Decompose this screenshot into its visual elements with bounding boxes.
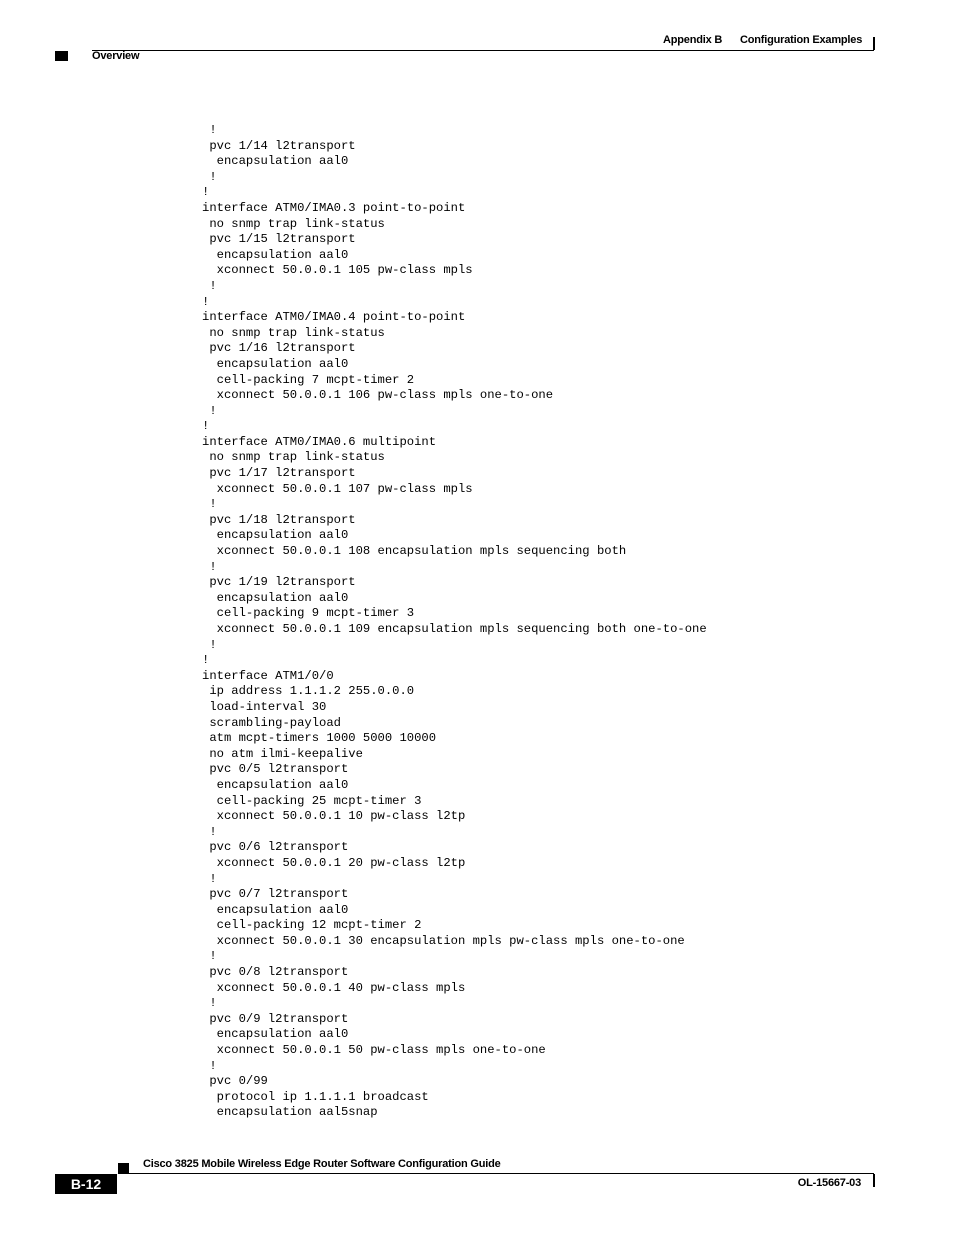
footer-vertical-rule <box>873 1174 875 1187</box>
footer-marker <box>118 1163 129 1173</box>
code-line: pvc 0/7 l2transport <box>202 887 349 902</box>
code-line: pvc 1/17 l2transport <box>202 466 356 481</box>
code-line: cell-packing 7 mcpt-timer 2 <box>202 372 415 387</box>
code-line: ip address 1.1.1.2 255.0.0.0 <box>202 684 415 699</box>
header-chapter-title: Configuration Examples <box>740 34 863 46</box>
code-line: ! <box>202 949 217 964</box>
code-line: ! <box>202 637 217 652</box>
code-line: xconnect 50.0.0.1 108 encapsulation mpls sequencing both <box>202 544 627 559</box>
header-appendix: Appendix B <box>663 34 723 46</box>
code-line: atm mcpt-timers 1000 5000 10000 <box>202 731 437 746</box>
code-line: pvc 1/19 l2transport <box>202 575 356 590</box>
code-line: ! <box>202 185 210 200</box>
code-line: cell-packing 25 mcpt-timer 3 <box>202 793 422 808</box>
code-line: pvc 0/9 l2transport <box>202 1011 349 1026</box>
code-line: pvc 0/99 <box>202 1074 268 1089</box>
code-line: pvc 1/14 l2transport <box>202 138 356 153</box>
code-line: cell-packing 12 mcpt-timer 2 <box>202 918 422 933</box>
code-line: pvc 0/5 l2transport <box>202 762 349 777</box>
code-line: ! <box>202 278 217 293</box>
page-number: B-12 <box>55 1174 117 1194</box>
code-line: no snmp trap link-status <box>202 325 385 340</box>
code-line: encapsulation aal5snap <box>202 1105 378 1120</box>
code-line: ! <box>202 1058 217 1073</box>
code-line: xconnect 50.0.0.1 107 pw-class mpls <box>202 481 473 496</box>
code-line: ! <box>202 497 217 512</box>
code-line: pvc 1/18 l2transport <box>202 512 356 527</box>
code-line: ! <box>202 871 217 886</box>
code-line: ! <box>202 559 217 574</box>
code-line: ! <box>202 824 217 839</box>
code-line: load-interval 30 <box>202 699 327 714</box>
code-line: interface ATM0/IMA0.3 point-to-point <box>202 200 466 215</box>
header-section-title: Overview <box>92 50 140 62</box>
code-line: no snmp trap link-status <box>202 216 385 231</box>
footer-rule <box>118 1173 874 1174</box>
code-line: ! <box>202 653 210 668</box>
code-line: encapsulation aal0 <box>202 356 349 371</box>
code-line: xconnect 50.0.0.1 106 pw-class mpls one-to-one <box>202 388 554 403</box>
code-line: xconnect 50.0.0.1 105 pw-class mpls <box>202 263 473 278</box>
code-line: encapsulation aal0 <box>202 247 349 262</box>
code-line: xconnect 50.0.0.1 10 pw-class l2tp <box>202 809 466 824</box>
code-line: xconnect 50.0.0.1 50 pw-class mpls one-to-one <box>202 1043 546 1058</box>
code-line: pvc 1/16 l2transport <box>202 341 356 356</box>
header-marker <box>55 51 68 61</box>
footer-guide-title: Cisco 3825 Mobile Wireless Edge Router Software Configuration Guide <box>143 1158 501 1170</box>
code-line: ! <box>202 169 217 184</box>
code-line: ! <box>202 419 210 434</box>
code-line: xconnect 50.0.0.1 20 pw-class l2tp <box>202 855 466 870</box>
code-line: encapsulation aal0 <box>202 902 349 917</box>
code-line: interface ATM1/0/0 <box>202 668 334 683</box>
code-line: pvc 0/8 l2transport <box>202 965 349 980</box>
code-line: ! <box>202 403 217 418</box>
code-line: xconnect 50.0.0.1 109 encapsulation mpls sequencing both one-to-one <box>202 622 707 636</box>
code-line: encapsulation aal0 <box>202 528 349 543</box>
code-line: ! <box>202 294 210 309</box>
code-line: xconnect 50.0.0.1 30 encapsulation mpls pw-class mpls one-to-one <box>202 933 685 948</box>
code-line: pvc 1/15 l2transport <box>202 232 356 247</box>
code-line: encapsulation aal0 <box>202 777 349 792</box>
code-line: scrambling-payload <box>202 715 341 730</box>
config-code-block <box>202 123 707 1121</box>
code-line: interface ATM0/IMA0.6 multipoint <box>202 434 437 449</box>
code-line: protocol ip 1.1.1.1 broadcast <box>202 1089 429 1104</box>
code-line: interface ATM0/IMA0.4 point-to-point <box>202 310 466 325</box>
footer-doc-number: OL-15667-03 <box>797 1177 861 1189</box>
code-line: encapsulation aal0 <box>202 1027 349 1042</box>
code-line: no atm ilmi-keepalive <box>202 746 363 761</box>
code-line: cell-packing 9 mcpt-timer 3 <box>202 606 415 621</box>
header-vertical-rule <box>873 37 875 50</box>
code-line: encapsulation aal0 <box>202 154 349 169</box>
header-rule <box>92 50 874 51</box>
code-line: ! <box>202 123 217 137</box>
code-line: xconnect 50.0.0.1 40 pw-class mpls <box>202 980 466 995</box>
code-line: encapsulation aal0 <box>202 590 349 605</box>
code-line: no snmp trap link-status <box>202 450 385 465</box>
code-line: ! <box>202 996 217 1011</box>
code-line: pvc 0/6 l2transport <box>202 840 349 855</box>
